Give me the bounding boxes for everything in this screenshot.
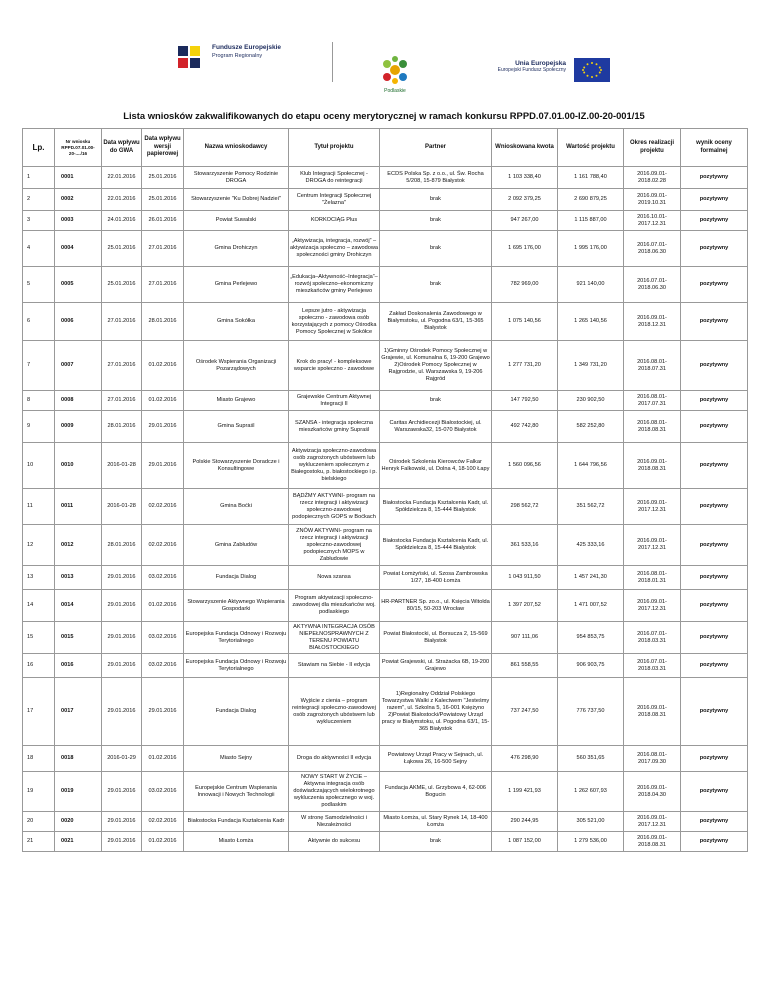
cell-wartosc: 954 853,75 <box>558 622 624 654</box>
table-row <box>23 167 748 189</box>
cell-wartosc: 1 262 607,93 <box>558 772 624 812</box>
cell-okres: 2016.10.01-2017.12.31 <box>624 211 681 231</box>
cell-gwa: 2016-01-29 <box>102 746 142 772</box>
cell-title: Stawiam na Siebie - II edycja <box>289 654 380 678</box>
cell-wartosc: 230 902,50 <box>558 391 624 411</box>
cell-gwa: 29.01.2016 <box>102 678 142 746</box>
cell-kwota: 782 969,00 <box>492 267 558 303</box>
cell-gwa: 29.01.2016 <box>102 590 142 622</box>
cell-wynik: pozytywny <box>681 303 748 341</box>
cell-wynik: pozytywny <box>681 189 748 211</box>
cell-okres: 2016.09.01-2017.12.31 <box>624 590 681 622</box>
cell-lp: 2 <box>23 189 55 211</box>
cell-name: Fundacja Dialog <box>184 678 289 746</box>
cell-kwota: 1 103 338,40 <box>492 167 558 189</box>
cell-gwa: 22.01.2016 <box>102 189 142 211</box>
cell-lp: 9 <box>23 411 55 443</box>
cell-wartosc: 582 252,80 <box>558 411 624 443</box>
cell-name: Gmina Drohiczyn <box>184 231 289 267</box>
cell-partner: brak <box>380 267 492 303</box>
cell-wynik: pozytywny <box>681 590 748 622</box>
cell-kwota: 361 533,16 <box>492 525 558 566</box>
cell-wartosc: 1 161 788,40 <box>558 167 624 189</box>
cell-kwota: 1 560 096,56 <box>492 443 558 489</box>
cell-lp: 7 <box>23 341 55 391</box>
cell-nr: 0007 <box>55 341 102 391</box>
cell-pap: 29.01.2016 <box>142 411 184 443</box>
cell-lp: 13 <box>23 566 55 590</box>
cell-title: Centrum Integracji Społecznej "Żelazna" <box>289 189 380 211</box>
cell-pap: 29.01.2016 <box>142 443 184 489</box>
cell-gwa: 25.01.2016 <box>102 267 142 303</box>
col-wartosc: Wartość projektu <box>558 129 624 167</box>
cell-nr: 0005 <box>55 267 102 303</box>
cell-pap: 03.02.2016 <box>142 654 184 678</box>
cell-pap: 03.02.2016 <box>142 772 184 812</box>
cell-name: Gmina Supraśl <box>184 411 289 443</box>
cell-kwota: 1 075 140,56 <box>492 303 558 341</box>
col-okres: Okres realizacji projektu <box>624 129 681 167</box>
cell-pap: 27.01.2016 <box>142 267 184 303</box>
cell-partner: Powiatowy Urząd Pracy w Sejnach, ul. Łąkowa 26, 16-500 Sejny <box>380 746 492 772</box>
cell-pap: 01.02.2016 <box>142 746 184 772</box>
cell-wartosc: 776 737,50 <box>558 678 624 746</box>
cell-gwa: 29.01.2016 <box>102 566 142 590</box>
cell-nr: 0016 <box>55 654 102 678</box>
cell-lp: 8 <box>23 391 55 411</box>
cell-pap: 01.02.2016 <box>142 341 184 391</box>
table-body <box>23 167 748 852</box>
cell-lp: 5 <box>23 267 55 303</box>
col-nr-wniosku: Nr wniosku RPPD.07.01.00-20-..../16 <box>55 129 102 167</box>
unia-europejska-logo <box>486 58 636 82</box>
cell-name: Powiat Suwalski <box>184 211 289 231</box>
cell-okres: 2016.09.01-2017.12.31 <box>624 812 681 832</box>
cell-wynik: pozytywny <box>681 678 748 746</box>
cell-lp: 4 <box>23 231 55 267</box>
col-data-papier: Data wpływu wersji papierowej <box>142 129 184 167</box>
cell-pap: 02.02.2016 <box>142 489 184 525</box>
eu-flag-icon <box>574 58 610 82</box>
cell-kwota: 1 087 152,00 <box>492 832 558 852</box>
cell-wynik: pozytywny <box>681 167 748 189</box>
cell-wartosc: 425 333,16 <box>558 525 624 566</box>
cell-wartosc: 1 279 536,00 <box>558 832 624 852</box>
cell-wynik: pozytywny <box>681 267 748 303</box>
applications-table <box>22 128 748 852</box>
cell-nr: 0021 <box>55 832 102 852</box>
cell-lp: 21 <box>23 832 55 852</box>
cell-pap: 25.01.2016 <box>142 189 184 211</box>
cell-okres: 2016.07.01-2018.03.31 <box>624 654 681 678</box>
cell-lp: 17 <box>23 678 55 746</box>
cell-kwota: 492 742,80 <box>492 411 558 443</box>
podlaskie-flower-icon <box>360 50 430 90</box>
cell-gwa: 29.01.2016 <box>102 812 142 832</box>
cell-name: Polskie Stowarzyszenie Doradcze i Konsultingowe <box>184 443 289 489</box>
cell-wartosc: 351 562,72 <box>558 489 624 525</box>
cell-pap: 02.02.2016 <box>142 812 184 832</box>
cell-kwota: 1 043 911,50 <box>492 566 558 590</box>
cell-kwota: 2 092 379,25 <box>492 189 558 211</box>
cell-nr: 0011 <box>55 489 102 525</box>
cell-partner: brak <box>380 189 492 211</box>
cell-title: Wyjście z cienia – program reintegracji społeczno-zawodowej osób zagrożonych ubóstwem lub wykluczeniem <box>289 678 380 746</box>
cell-title: W stronę Samodzielności i Niezależności <box>289 812 380 832</box>
table-row <box>23 267 748 303</box>
table-row <box>23 832 748 852</box>
cell-gwa: 27.01.2016 <box>102 303 142 341</box>
cell-lp: 19 <box>23 772 55 812</box>
cell-name: Miasto Sejny <box>184 746 289 772</box>
cell-wynik: pozytywny <box>681 411 748 443</box>
cell-pap: 02.02.2016 <box>142 525 184 566</box>
fundusze-europejskie-logo <box>176 42 296 82</box>
cell-gwa: 24.01.2016 <box>102 211 142 231</box>
cell-name: Miasto Grajewo <box>184 391 289 411</box>
cell-pap: 29.01.2016 <box>142 678 184 746</box>
cell-wartosc: 305 521,00 <box>558 812 624 832</box>
cell-okres: 2016.08.01-2018.07.31 <box>624 341 681 391</box>
cell-gwa: 27.01.2016 <box>102 391 142 411</box>
table-row <box>23 678 748 746</box>
cell-wartosc: 2 690 879,25 <box>558 189 624 211</box>
cell-wartosc: 1 995 176,00 <box>558 231 624 267</box>
cell-lp: 3 <box>23 211 55 231</box>
cell-pap: 26.01.2016 <box>142 211 184 231</box>
cell-title: Grajewskie Centrum Aktywnej Integracji II <box>289 391 380 411</box>
podlaskie-logo <box>360 50 430 100</box>
cell-name: Gmina Boćki <box>184 489 289 525</box>
ue-title: Unia Europejska <box>515 60 566 67</box>
cell-wynik: pozytywny <box>681 391 748 411</box>
table-row <box>23 654 748 678</box>
cell-lp: 15 <box>23 622 55 654</box>
cell-partner: 1)Gminny Ośrodek Pomocy Społecznej w Grajewie, ul. Komunalna 6, 19-200 Grajewo 2)Ośrodek Pomocy Społecznej w Rajgrodzie, ul. Warszawska 9, 19-206 Rajgród <box>380 341 492 391</box>
cell-pap: 25.01.2016 <box>142 167 184 189</box>
cell-title: Aktywnie do sukcesu <box>289 832 380 852</box>
cell-title: „Edukacja–Aktywność–Integracja”– rozwój społeczno–ekonomiczny mieszkańców gminy Perlejewo <box>289 267 380 303</box>
cell-title: Lepsze jutro - aktywizacja społeczno - zawodowa osób korzystających z pomocy Ośrodka Pomocy Społecznej w Sokółce <box>289 303 380 341</box>
cell-lp: 12 <box>23 525 55 566</box>
cell-kwota: 737 247,50 <box>492 678 558 746</box>
cell-nr: 0013 <box>55 566 102 590</box>
cell-name: Stowarzyszenie Aktywnego Wspierania Gospodarki <box>184 590 289 622</box>
cell-name: Ośrodek Wspierania Organizacji Pozarządowych <box>184 341 289 391</box>
cell-gwa: 29.01.2016 <box>102 654 142 678</box>
fe-subtitle: Program Regionalny <box>212 53 263 59</box>
table-row <box>23 443 748 489</box>
cell-wynik: pozytywny <box>681 341 748 391</box>
cell-name: Gmina Zabłudów <box>184 525 289 566</box>
cell-partner: Fundacja AKME, ul. Grzybowa 4, 62-006 Bogucin <box>380 772 492 812</box>
cell-nr: 0020 <box>55 812 102 832</box>
cell-partner: 1)Regionalny Oddział Polskiego Towarzystwa Walki z Kalectwem "Jesteśmy razem", ul. Szkolna 5, 16-001 Księżyno 2)Powiat Białostocki/Powiatowy Urząd pracy w Białymstoku, ul. Pogodna 63/1, 15-365 Białystok <box>380 678 492 746</box>
cell-okres: 2016.09.01-2017.12.31 <box>624 489 681 525</box>
cell-pap: 28.01.2016 <box>142 303 184 341</box>
cell-nr: 0018 <box>55 746 102 772</box>
cell-gwa: 29.01.2016 <box>102 622 142 654</box>
col-partner: Partner <box>380 129 492 167</box>
document-title: Lista wniosków zakwalifikowanych do etapu oceny merytorycznej w ramach konkursu RPPD.07.01.00-IZ.00-20-001/15 <box>123 110 645 121</box>
cell-title: Program aktywizacji społeczno-zawodowej dla mieszkańców woj. podlaskiego <box>289 590 380 622</box>
cell-wynik: pozytywny <box>681 746 748 772</box>
logo-divider <box>332 42 333 82</box>
cell-nr: 0012 <box>55 525 102 566</box>
table-row <box>23 746 748 772</box>
cell-title: BĄDŹMY AKTYWNI- program na rzecz integracji i aktywizacji społeczno-zawodowej podopiecznych GOPS w Boćkach <box>289 489 380 525</box>
cell-pap: 01.02.2016 <box>142 832 184 852</box>
cell-okres: 2016.09.01-2018.08.31 <box>624 832 681 852</box>
cell-kwota: 147 792,50 <box>492 391 558 411</box>
cell-lp: 14 <box>23 590 55 622</box>
cell-partner: Zakład Doskonalenia Zawodowego w Białymstoku, ul. Pogodna 63/1, 15-365 Białystok <box>380 303 492 341</box>
cell-wartosc: 1 471 007,52 <box>558 590 624 622</box>
cell-wynik: pozytywny <box>681 772 748 812</box>
cell-lp: 20 <box>23 812 55 832</box>
cell-pap: 01.02.2016 <box>142 590 184 622</box>
cell-gwa: 2016-01-28 <box>102 443 142 489</box>
cell-kwota: 1 695 176,00 <box>492 231 558 267</box>
cell-nr: 0014 <box>55 590 102 622</box>
cell-partner: brak <box>380 391 492 411</box>
cell-wynik: pozytywny <box>681 489 748 525</box>
cell-title: Nowa szansa <box>289 566 380 590</box>
cell-nr: 0015 <box>55 622 102 654</box>
table-row <box>23 341 748 391</box>
cell-name: Gmina Sokółka <box>184 303 289 341</box>
cell-pap: 03.02.2016 <box>142 622 184 654</box>
cell-partner: Ośrodek Szkolenia Kierowców Falkar Henryk Falkowski, ul. Dolna 4, 18-100 Łapy <box>380 443 492 489</box>
cell-gwa: 28.01.2016 <box>102 411 142 443</box>
cell-okres: 2016.09.01-2018.08.31 <box>624 443 681 489</box>
table-row <box>23 411 748 443</box>
cell-kwota: 1 199 421,93 <box>492 772 558 812</box>
cell-nr: 0006 <box>55 303 102 341</box>
cell-okres: 2016.09.01-2018.04.30 <box>624 772 681 812</box>
cell-wynik: pozytywny <box>681 231 748 267</box>
cell-wynik: pozytywny <box>681 443 748 489</box>
cell-wynik: pozytywny <box>681 654 748 678</box>
cell-name: Miasto Łomża <box>184 832 289 852</box>
cell-title: SZANSA - integracja społeczna mieszkańców gminy Supraśl <box>289 411 380 443</box>
cell-wartosc: 560 351,65 <box>558 746 624 772</box>
cell-gwa: 29.01.2016 <box>102 772 142 812</box>
cell-nr: 0010 <box>55 443 102 489</box>
cell-partner: Białostocka Fundacja Kształcenia Kadr, ul. Spółdzielcza 8, 15-444 Białystok <box>380 489 492 525</box>
cell-okres: 2016.08.01-2017.07.31 <box>624 391 681 411</box>
col-data-gwa: Data wpływu do GWA <box>102 129 142 167</box>
logo-bar <box>0 0 768 100</box>
cell-okres: 2016.07.01-2018.03.31 <box>624 622 681 654</box>
cell-name: Europejska Fundacja Odnowy i Rozwoju Terytorialnego <box>184 654 289 678</box>
cell-gwa: 22.01.2016 <box>102 167 142 189</box>
cell-title: ZNÓW AKTYWNI- program na rzecz integracji i aktywizacji społeczno-zawodowej podopiecznych MOPS w Zabłudowie <box>289 525 380 566</box>
cell-okres: 2016.09.01-2018.02.28 <box>624 167 681 189</box>
cell-title: NOWY START W ŻYCIE – Aktywna integracja osób doświadczających wielokrotnego wykluczenia społecznego w woj. podlaskim <box>289 772 380 812</box>
cell-lp: 10 <box>23 443 55 489</box>
cell-name: Stowarzyszenie Pomocy Rodzinie DROGA <box>184 167 289 189</box>
cell-okres: 2016.09.01-2018.12.31 <box>624 303 681 341</box>
cell-partner: brak <box>380 832 492 852</box>
cell-title: AKTYWNA INTEGRACJA OSÓB NIEPEŁNOSPRAWNYCH Z TERENU POWIATU BIAŁOSTOCKIEGO <box>289 622 380 654</box>
col-wnioskodawca: Nazwa wnioskodawcy <box>184 129 289 167</box>
cell-name: Europejska Fundacja Odnowy i Rozwoju Terytorialnego <box>184 622 289 654</box>
cell-nr: 0017 <box>55 678 102 746</box>
cell-nr: 0001 <box>55 167 102 189</box>
cell-wartosc: 921 140,00 <box>558 267 624 303</box>
fe-title: Fundusze Europejskie <box>212 44 281 51</box>
cell-okres: 2016.09.01-2017.12.31 <box>624 525 681 566</box>
cell-lp: 16 <box>23 654 55 678</box>
cell-name: Gmina Perlejewo <box>184 267 289 303</box>
cell-title: Aktywizacja społeczno-zawodowa osób zagrożonych ubóstwem lub wykluczeniem społecznym z Białegostoku, p. białostockiego i p. bielskiego <box>289 443 380 489</box>
cell-name: Stowarzyszenie "Ku Dobrej Nadziei" <box>184 189 289 211</box>
table-row <box>23 489 748 525</box>
cell-nr: 0019 <box>55 772 102 812</box>
cell-wynik: pozytywny <box>681 622 748 654</box>
cell-gwa: 29.01.2016 <box>102 832 142 852</box>
cell-gwa: 27.01.2016 <box>102 341 142 391</box>
cell-nr: 0009 <box>55 411 102 443</box>
cell-wynik: pozytywny <box>681 525 748 566</box>
cell-wynik: pozytywny <box>681 812 748 832</box>
table-row <box>23 525 748 566</box>
cell-lp: 6 <box>23 303 55 341</box>
cell-partner: Caritas Archidiecezji Białostockiej, ul. Warszawska32, 15-070 Białystok <box>380 411 492 443</box>
cell-kwota: 1 277 731,20 <box>492 341 558 391</box>
cell-name: Białostocka Fundacja Kształcenia Kadr <box>184 812 289 832</box>
cell-wartosc: 1 349 731,20 <box>558 341 624 391</box>
cell-partner: Białostocka Fundacja Kształcenia Kadr, ul. Spółdzielcza 8, 15-444 Białystok <box>380 525 492 566</box>
cell-partner: ECDS Polska Sp. z o.o., ul. Św. Rocha 5/208, 15-879 Białystok <box>380 167 492 189</box>
cell-kwota: 947 267,00 <box>492 211 558 231</box>
table-header-row <box>23 129 748 167</box>
cell-kwota: 298 562,72 <box>492 489 558 525</box>
cell-pap: 03.02.2016 <box>142 566 184 590</box>
cell-wartosc: 1 457 241,30 <box>558 566 624 590</box>
col-tytul: Tytuł projektu <box>289 129 380 167</box>
cell-okres: 2016.08.01-2018.08.31 <box>624 411 681 443</box>
cell-partner: brak <box>380 231 492 267</box>
cell-title: Klub Integracji Społecznej - DROGA do reintegracji <box>289 167 380 189</box>
cell-kwota: 907 111,06 <box>492 622 558 654</box>
cell-okres: 2016.08.01-2017.09.30 <box>624 746 681 772</box>
cell-title: „Aktywizacja, integracja, rozwój” – aktywizacja społeczno – zawodowa społeczności gminy Drohiczyn <box>289 231 380 267</box>
table-row <box>23 303 748 341</box>
cell-name: Europejskie Centrum Wspierania Innowacji i Nowych Technologii <box>184 772 289 812</box>
table-row <box>23 566 748 590</box>
col-kwota: Wnioskowana kwota <box>492 129 558 167</box>
table-row <box>23 812 748 832</box>
cell-okres: 2016.09.01-2019.10.31 <box>624 189 681 211</box>
cell-wynik: pozytywny <box>681 211 748 231</box>
cell-wynik: pozytywny <box>681 566 748 590</box>
table-row <box>23 211 748 231</box>
cell-lp: 1 <box>23 167 55 189</box>
cell-wartosc: 1 265 140,56 <box>558 303 624 341</box>
cell-pap: 27.01.2016 <box>142 231 184 267</box>
table-row <box>23 622 748 654</box>
cell-title: Krok do pracy! - kompleksowe wsparcie społeczno - zawodowe <box>289 341 380 391</box>
cell-wynik: pozytywny <box>681 832 748 852</box>
cell-kwota: 476 298,90 <box>492 746 558 772</box>
cell-partner: brak <box>380 211 492 231</box>
cell-gwa: 25.01.2016 <box>102 231 142 267</box>
cell-nr: 0003 <box>55 211 102 231</box>
cell-okres: 2016.07.01-2018.06.30 <box>624 231 681 267</box>
table-row <box>23 590 748 622</box>
table-row <box>23 772 748 812</box>
cell-wartosc: 906 903,75 <box>558 654 624 678</box>
col-wynik: wynik oceny formalnej <box>681 129 748 167</box>
cell-lp: 18 <box>23 746 55 772</box>
cell-nr: 0002 <box>55 189 102 211</box>
cell-title: Droga do aktywności II edycja <box>289 746 380 772</box>
cell-partner: Powiat Grajewski, ul. Strażacka 6B, 19-200 Grajewo <box>380 654 492 678</box>
cell-name: Fundacja Dialog <box>184 566 289 590</box>
ue-subtitle: Europejski Fundusz Społeczny <box>497 67 566 73</box>
cell-wartosc: 1 644 796,56 <box>558 443 624 489</box>
cell-okres: 2016.09.01-2018.08.31 <box>624 678 681 746</box>
cell-pap: 01.02.2016 <box>142 391 184 411</box>
cell-okres: 2016.08.01-2018.01.31 <box>624 566 681 590</box>
cell-partner: Powiat Białostocki, ul. Borsucza 2, 15-569 Białystok <box>380 622 492 654</box>
cell-lp: 11 <box>23 489 55 525</box>
cell-gwa: 28.01.2016 <box>102 525 142 566</box>
table-row <box>23 391 748 411</box>
cell-kwota: 290 244,95 <box>492 812 558 832</box>
podlaskie-text: Podlaskie <box>384 88 406 94</box>
cell-partner: HR-PARTNER Sp. zo.o., ul. Księcia Witolda 80/15, 50-203 Wrocław <box>380 590 492 622</box>
cell-nr: 0004 <box>55 231 102 267</box>
table-row <box>23 189 748 211</box>
cell-okres: 2016.07.01-2018.06.30 <box>624 267 681 303</box>
cell-title: KORKOCIĄG Plus <box>289 211 380 231</box>
cell-partner: Powiat Łomżyński, ul. Szosa Zambrowska 1/27, 18-400 Łomża <box>380 566 492 590</box>
fe-stars-icon <box>176 42 208 74</box>
table-row <box>23 231 748 267</box>
cell-gwa: 2016-01-28 <box>102 489 142 525</box>
cell-nr: 0008 <box>55 391 102 411</box>
cell-kwota: 861 558,55 <box>492 654 558 678</box>
cell-wartosc: 1 115 887,00 <box>558 211 624 231</box>
cell-partner: Miasto Łomża, ul. Stary Rynek 14, 18-400 Łomża <box>380 812 492 832</box>
col-lp: Lp. <box>23 129 55 167</box>
cell-kwota: 1 397 207,52 <box>492 590 558 622</box>
